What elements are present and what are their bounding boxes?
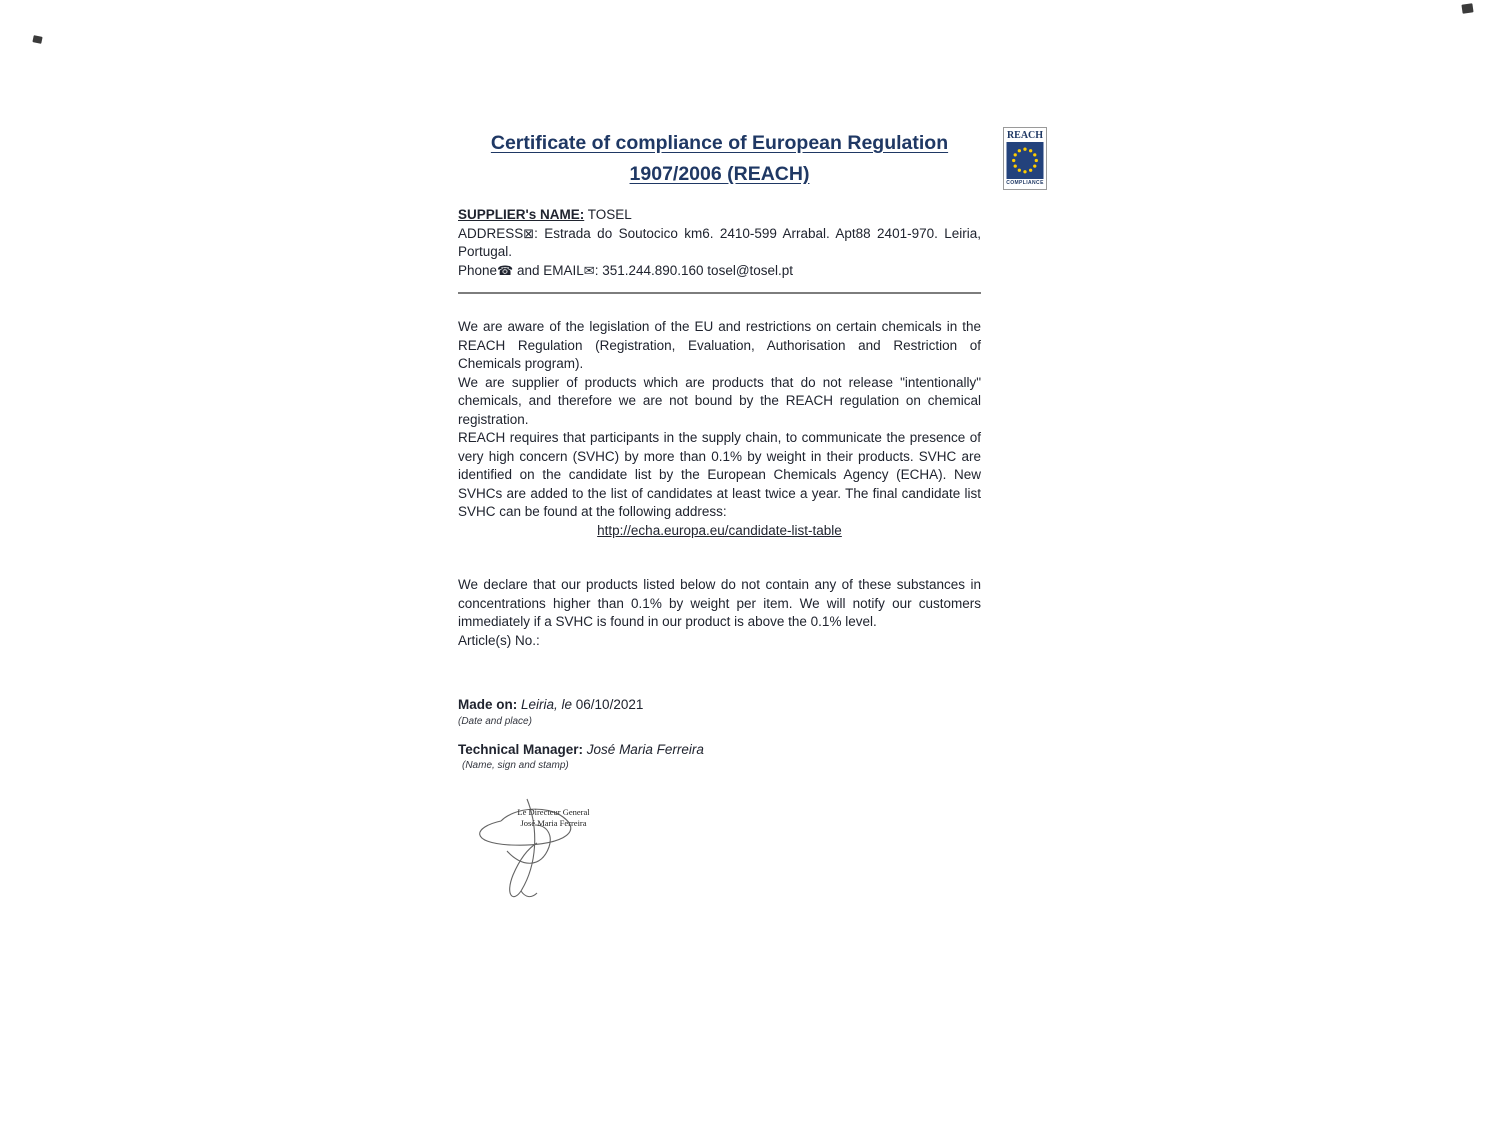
- reach-compliance-text: COMPLIANCE: [1006, 180, 1044, 186]
- email-icon: ✉: [583, 262, 595, 278]
- candidate-list-link-row: [458, 522, 981, 541]
- signature-block: [463, 791, 638, 906]
- date-place-caption: (Date and place): [458, 715, 532, 727]
- made-on-line: [458, 696, 981, 715]
- paragraph-supplier-statement: We are supplier of products which are products that do not release "intentionally" chemicals, and therefore we are not bound by the REACH regulation on chemical registration.: [458, 374, 981, 427]
- paragraph-declaration: We declare that our products listed below do not contain any of these substances in concentrations higher than 0.1% by weight per item. We will notify our customers immediately if a SVHC is found in our product is above the 0.1% level.: [458, 577, 981, 629]
- contact-value: : 351.244.890.160 tosel@tosel.pt: [594, 262, 794, 278]
- title-line1: Certificate of compliance of European Regulation: [490, 132, 949, 154]
- eu-flag-icon: [1006, 142, 1044, 179]
- address-value: : Estrada do Soutocico km6. 2410-599 Arrabal. Apt88 2401-970. Leiria, Portugal.: [458, 225, 981, 259]
- telephone-icon: ☎: [497, 262, 514, 278]
- supplier-address-line: [458, 225, 981, 262]
- technical-manager-line: [458, 741, 981, 760]
- document-body: [458, 128, 981, 906]
- paragraph-svhc-info: REACH requires that participants in the supply chain, to communicate the presence of very high concern (SVHC) by more than 0.1% by weight in their products. SVHC are identified on the candidate list by the European Chemicals Agency (ECHA). New SVHCs are added to the list of candidates at least twice a year. The final candidate list SVHC can be found at the following address:: [458, 430, 981, 519]
- signature-scribble-icon: [463, 791, 638, 906]
- made-on-date: 06/10/2021: [575, 697, 644, 712]
- reach-compliance-badge: [1003, 127, 1047, 190]
- scan-artifact: [32, 35, 42, 44]
- title-line2: 1907/2006 (REACH): [629, 163, 810, 185]
- articles-line: Article(s) No.:: [458, 632, 540, 648]
- email-label: and EMAIL: [513, 262, 584, 278]
- reach-logo-text: REACH: [1006, 130, 1044, 141]
- address-label: ADDRESS: [458, 225, 524, 241]
- manager-label: Technical Manager:: [458, 741, 584, 757]
- certificate-title: [458, 128, 981, 190]
- made-on-label: Made on:: [458, 697, 518, 712]
- divider-rule: [458, 292, 981, 294]
- paragraph-awareness: We are aware of the legislation of the EU and restrictions on certain chemicals in the REACH Regulation (Registration, Evaluation, Authorisation and Restriction of Chemicals program).: [458, 319, 981, 371]
- stamp-line1: Le Directeur General: [517, 807, 590, 817]
- supplier-name-line: [458, 206, 981, 225]
- supplier-name-value: TOSEL: [584, 207, 632, 222]
- candidate-list-link[interactable]: http://echa.europa.eu/candidate-list-table: [597, 522, 842, 538]
- phone-label: Phone: [458, 262, 498, 278]
- supplier-name-label: SUPPLIER's NAME:: [458, 207, 585, 222]
- stamp-line2: José Maria Ferreira: [520, 818, 587, 828]
- name-sign-stamp-caption: (Name, sign and stamp): [462, 760, 569, 771]
- made-on-place: Leiria, le: [517, 697, 576, 712]
- supplier-contact-line: [458, 262, 981, 281]
- envelope-icon: ⊠: [523, 225, 535, 241]
- scan-artifact: [1461, 3, 1473, 13]
- manager-name: José Maria Ferreira: [583, 741, 704, 757]
- supplier-block: [458, 206, 981, 280]
